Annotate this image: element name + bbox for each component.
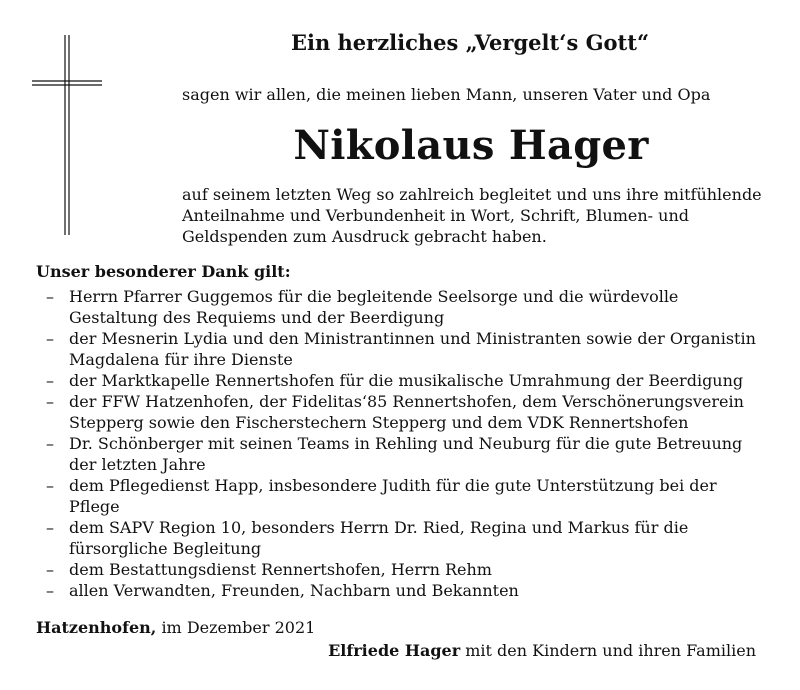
list-item-line: dem Bestattungsdienst Rennertshofen, Herrn Rehm [69, 560, 492, 579]
intro-text: sagen wir allen, die meinen lieben Mann, unseren Vater und Opa [182, 85, 711, 104]
list-item-line: Gestaltung des Requiems und der Beerdigung [69, 308, 445, 327]
list-item [36, 580, 776, 601]
signer-name: Elfriede Hager [328, 641, 461, 660]
list-item-line: Stepperg sowie den Fischerstechern Stepperg und dem VDK Rennertshofen [69, 413, 689, 432]
list-item-line: Dr. Schönberger mit seinen Teams in Rehling und Neuburg für die gute Betreuung [69, 434, 743, 453]
list-item [36, 475, 776, 517]
list-item-line: der letzten Jahre [69, 455, 206, 474]
signer-suffix: mit den Kindern und ihren Familien [465, 641, 756, 660]
dash-bullet: – [46, 329, 54, 348]
notice-heading: Ein herzliches „Vergelt‘s Gott“ [290, 30, 650, 55]
list-item-line: der Marktkapelle Rennertshofen für die musikalische Umrahmung der Beerdigung [69, 371, 744, 390]
deceased-name: Nikolaus Hager [293, 122, 649, 169]
list-item-line: dem Pflegedienst Happ, insbesondere Judith für die gute Unterstützung bei der [69, 476, 717, 495]
list-item-line: fürsorgliche Begleitung [69, 539, 262, 558]
list-item-line: Pflege [69, 497, 120, 516]
dash-bullet: – [46, 476, 54, 495]
list-item [36, 517, 776, 559]
place-date [36, 618, 315, 637]
list-item-line: Herrn Pfarrer Guggemos für die begleitende Seelsorge und die würdevolle [69, 287, 679, 306]
list-item-line: Magdalena für ihre Dienste [69, 350, 293, 369]
dash-bullet: – [46, 434, 54, 453]
paragraph-line: Anteilnahme und Verbundenheit in Wort, Schrift, Blumen- und [182, 206, 690, 225]
dash-bullet: – [46, 287, 54, 306]
paragraph-line: Geldspenden zum Ausdruck gebracht haben. [182, 227, 547, 246]
cross-icon [32, 35, 102, 235]
list-item-line: der Mesnerin Lydia und den Ministrantinnen und Ministranten sowie der Organistin [69, 329, 756, 348]
dash-bullet: – [46, 560, 54, 579]
dash-bullet: – [46, 581, 54, 600]
list-item-line: dem SAPV Region 10, besonders Herrn Dr. Ried, Regina und Markus für die [69, 518, 689, 537]
list-item [36, 391, 776, 433]
list-item [36, 370, 776, 391]
date: im Dezember 2021 [161, 618, 316, 637]
list-item [36, 559, 776, 580]
thanks-heading: Unser besonderer Dank gilt: [36, 262, 291, 281]
list-item [36, 286, 776, 328]
dash-bullet: – [46, 518, 54, 537]
dash-bullet: – [46, 371, 54, 390]
thanks-list [36, 286, 776, 601]
list-item [36, 328, 776, 370]
place: Hatzenhofen, [36, 618, 157, 637]
list-item-line: der FFW Hatzenhofen, der Fidelitas‘85 Rennertshofen, dem Verschönerungsverein [69, 392, 744, 411]
list-item [36, 433, 776, 475]
list-item-line: allen Verwandten, Freunden, Nachbarn und Bekannten [69, 581, 519, 600]
thanks-paragraph [182, 184, 762, 247]
paragraph-line: auf seinem letzten Weg so zahlreich begleitet und uns ihre mitfühlende [182, 185, 762, 204]
signature [328, 641, 756, 660]
dash-bullet: – [46, 392, 54, 411]
